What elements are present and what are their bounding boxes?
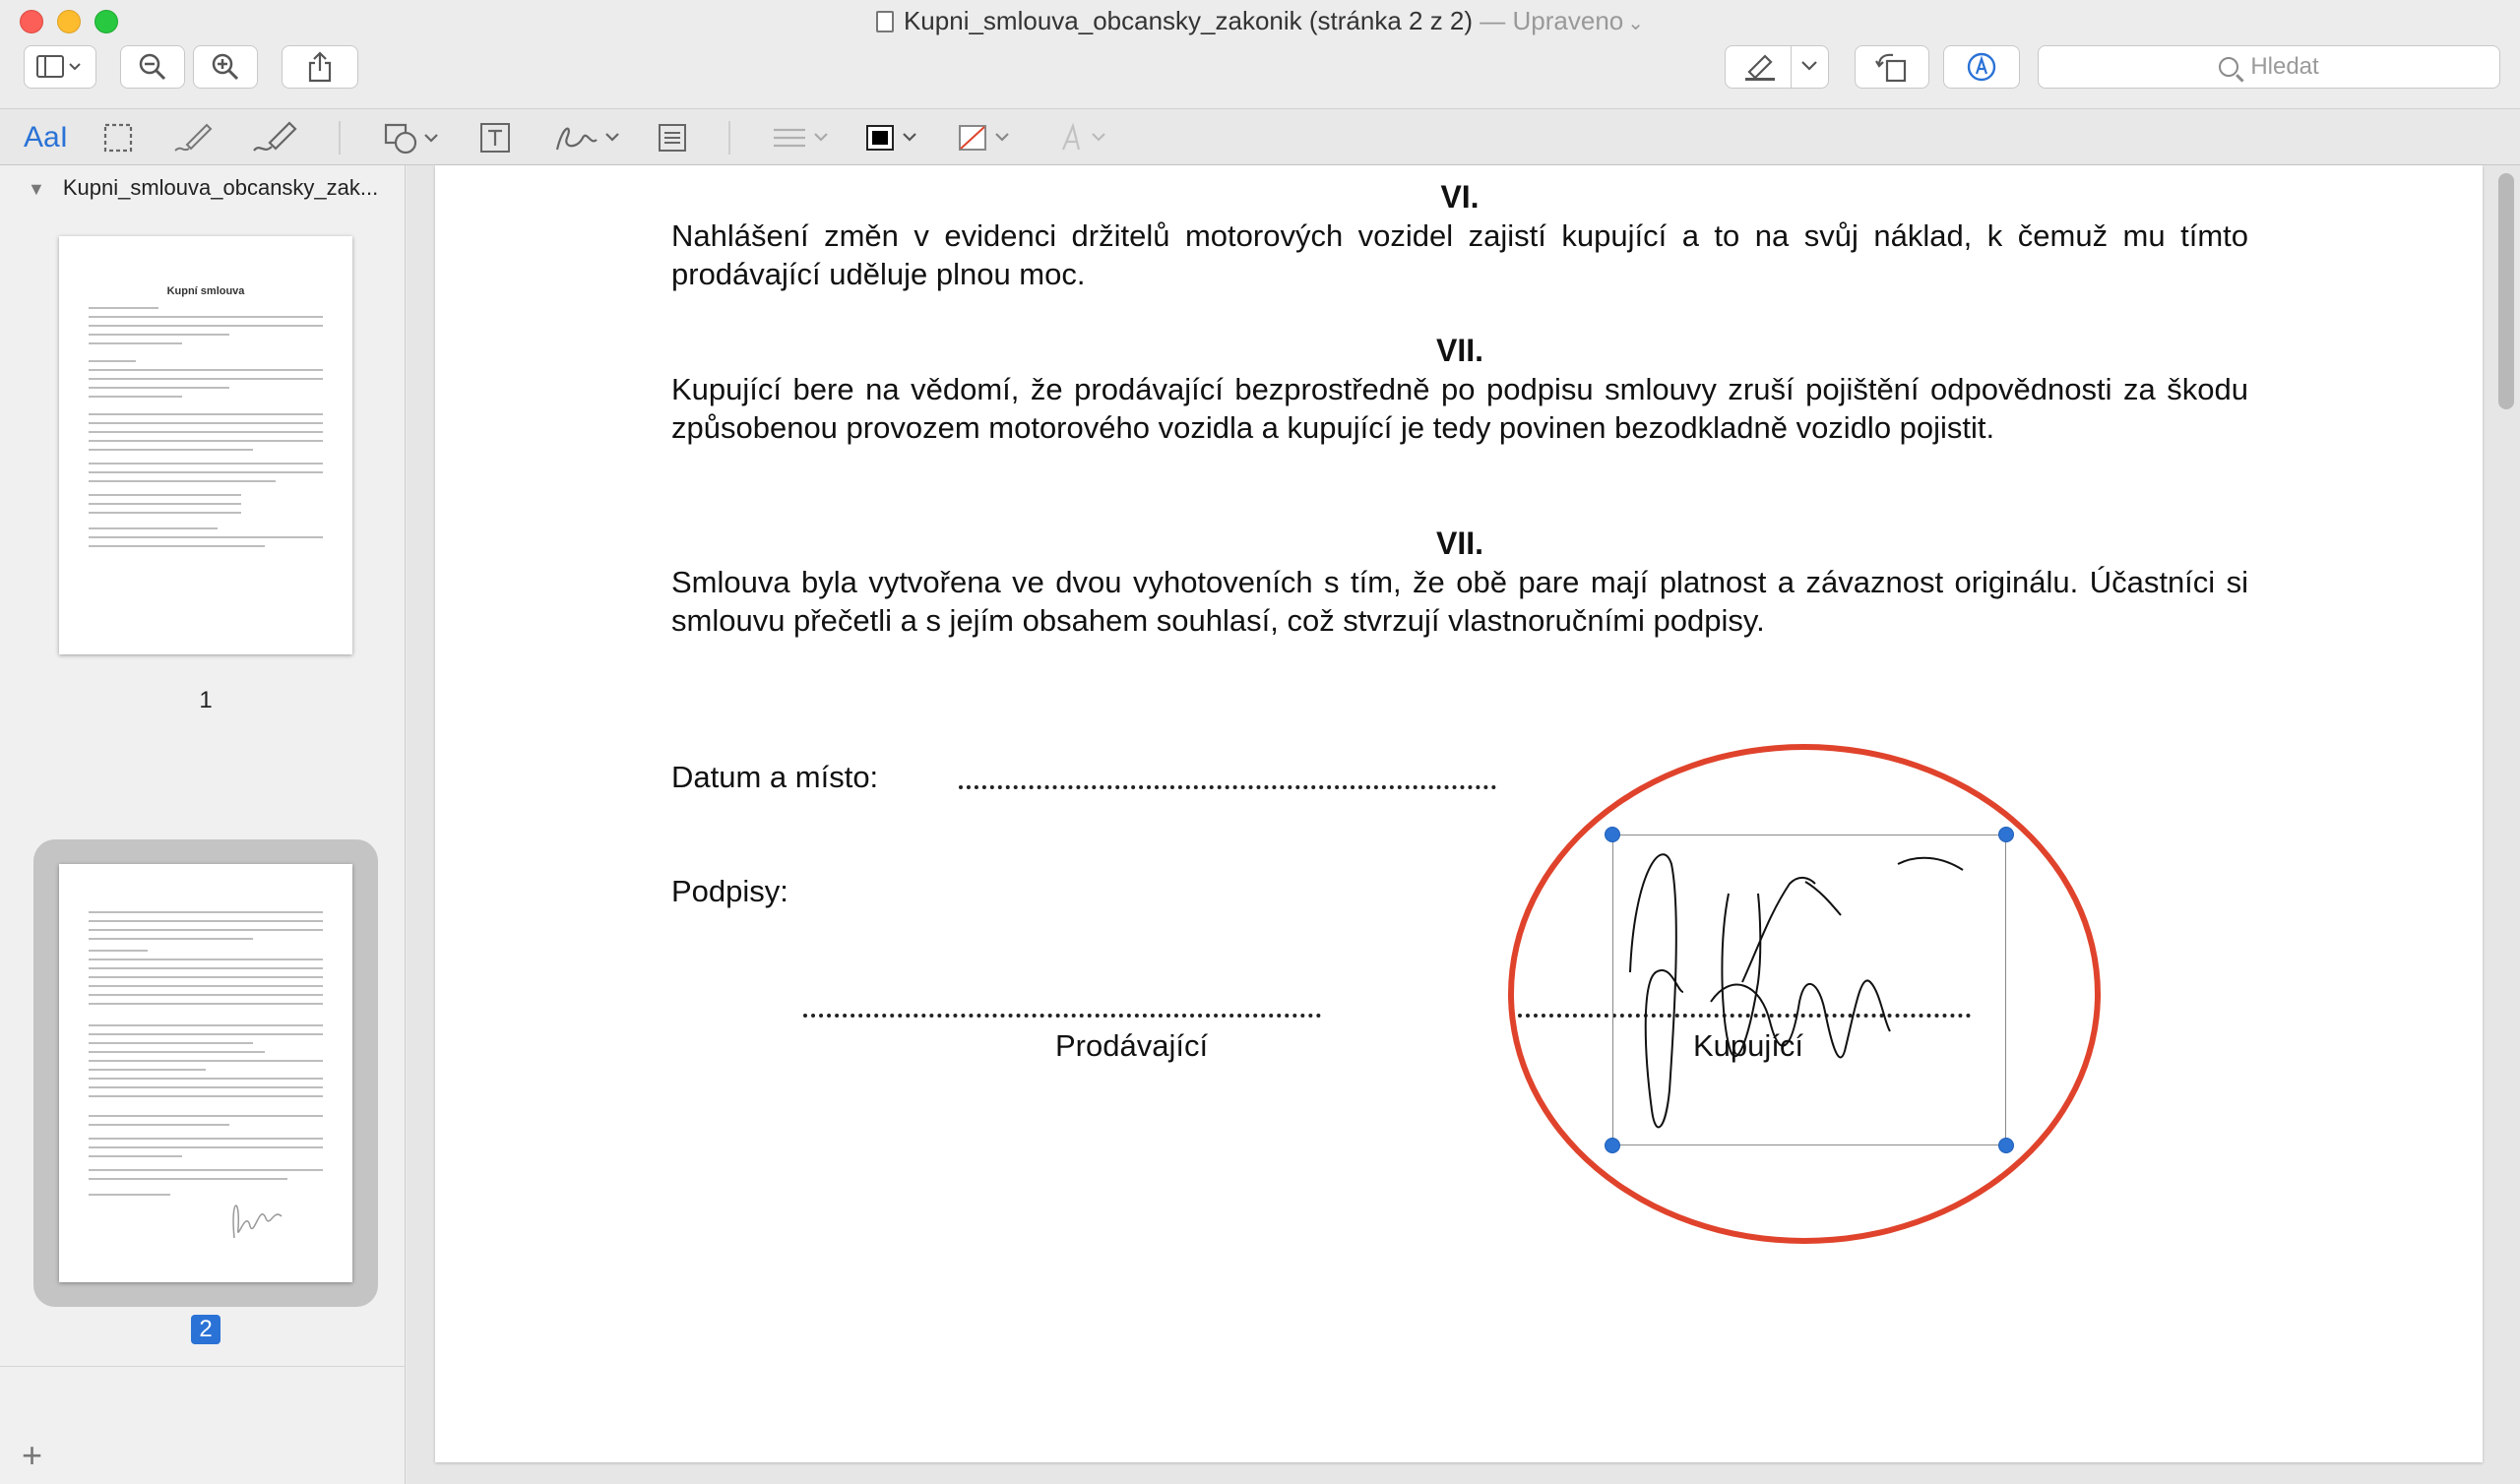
text-selection-tool[interactable] — [24, 119, 68, 156]
sidebar-icon — [36, 54, 84, 80]
window-title-text: Kupni_smlouva_obcansky_zakonik (stránka 2 z 2) — [903, 6, 1474, 35]
handwritten-signature[interactable] — [1612, 835, 2006, 1145]
page-thumbnail-2[interactable] — [59, 864, 352, 1282]
document-view[interactable] — [407, 165, 2520, 1484]
signatures-label: Podpisy: — [671, 874, 788, 908]
resize-handle-top-right[interactable] — [1998, 827, 2014, 842]
line-style-icon — [772, 122, 835, 154]
draw-pen-icon — [252, 121, 299, 155]
section-heading: VII. — [1435, 526, 1483, 561]
rotate-button[interactable] — [1855, 45, 1929, 89]
section-paragraph[interactable]: Smlouva byla vytvořena ve dvou vyhotoveních s tím, že obě pare mají platnost a závaznost originálu. Účastníci si smlouvu přečetli a s jejím obsahem souhlasí, což stvrzují vlastnoručními podpisy. — [671, 565, 2248, 638]
resize-handle-top-left[interactable] — [1605, 827, 1620, 842]
section-heading: VI. — [1440, 179, 1480, 215]
thumbnail-text-lines — [89, 307, 323, 554]
section-paragraph[interactable]: Kupující bere na vědomí, že prodávající bezprostředně po podpisu smlouvy zruší pojištění odpovědnosti za škodu způsobenou provozem motorového vozidla a kupující je tedy povinen bezodkladně vozidlo pojistit. — [671, 372, 2248, 445]
plus-icon: + — [22, 1435, 43, 1475]
fill-color-button[interactable] — [957, 119, 1020, 156]
shapes-tool[interactable] — [384, 119, 443, 156]
toolbar-divider — [339, 121, 341, 155]
date-place-label: Datum a místo: — [671, 760, 879, 794]
pdf-document-icon — [876, 11, 894, 32]
fill-color-icon — [957, 122, 1020, 154]
highlighter-pen-icon — [1743, 52, 1779, 82]
thumbnail-heading: Kupní smlouva — [166, 285, 245, 297]
disclosure-triangle-icon[interactable]: ▼ — [28, 179, 45, 199]
shapes-icon — [384, 121, 443, 155]
page-number-2-badge: 2 — [191, 1315, 220, 1344]
seller-signature-line — [803, 1014, 1321, 1018]
text-style-icon — [1057, 122, 1120, 154]
buyer-label: Kupující — [1693, 1028, 1804, 1063]
chevron-down-icon — [1800, 60, 1818, 72]
date-place-line — [959, 785, 1496, 789]
section-heading: VII. — [1435, 333, 1483, 368]
signature-tool[interactable] — [553, 119, 624, 156]
search-icon — [2219, 57, 2238, 77]
sidebar-divider — [0, 1366, 406, 1367]
toolbar-divider — [728, 121, 730, 155]
seller-label: Prodávající — [1055, 1028, 1209, 1063]
window-title[interactable] — [0, 6, 2520, 36]
main-toolbar — [0, 43, 2520, 108]
text-box-tool[interactable] — [478, 119, 512, 156]
search-field[interactable] — [2038, 45, 2500, 89]
page-thumbnail-1[interactable] — [59, 236, 352, 654]
thumbnail-signature-graphic — [226, 1189, 295, 1248]
vertical-scrollbar[interactable] — [2498, 173, 2514, 409]
zoom-out-icon — [138, 52, 167, 82]
note-icon — [658, 122, 687, 154]
zoom-in-icon — [211, 52, 240, 82]
text-style-button[interactable] — [1057, 119, 1120, 156]
highlight-button[interactable] — [1725, 45, 1829, 89]
text-selection-tool-label: AaI — [24, 121, 69, 154]
search-placeholder: Hledat — [2250, 53, 2319, 80]
sketch-pen-icon — [173, 121, 215, 155]
text-box-icon — [478, 121, 512, 155]
share-button[interactable] — [282, 45, 358, 89]
line-style-button[interactable] — [772, 119, 835, 156]
edited-status: — Upraveno — [1480, 6, 1624, 35]
resize-handle-bottom-left[interactable] — [1605, 1138, 1620, 1153]
sidebar-document-name: Kupni_smlouva_obcansky_zak... — [62, 175, 379, 200]
zoom-in-button[interactable] — [193, 45, 258, 89]
dashed-rectangle-icon — [102, 122, 134, 154]
page-number-1: 1 — [199, 687, 213, 713]
rectangular-selection-tool[interactable] — [102, 119, 134, 156]
border-color-button[interactable] — [864, 119, 927, 156]
page-number-2 — [59, 1315, 352, 1344]
markup-toolbar-button[interactable] — [1943, 45, 2020, 89]
thumbnail-sidebar — [0, 165, 406, 1484]
signature-icon — [553, 120, 624, 155]
pdf-page[interactable] — [435, 165, 2483, 1462]
chevron-down-icon: ⌄ — [1627, 13, 1645, 34]
markup-toolbar — [0, 108, 2520, 165]
draw-tool[interactable] — [252, 119, 299, 156]
sidebar-view-button[interactable] — [24, 45, 96, 89]
rotate-left-icon — [1875, 51, 1909, 83]
sidebar-document-header[interactable] — [28, 175, 378, 201]
section-paragraph[interactable]: Nahlášení změn v evidenci držitelů motorových vozidel zajistí kupující a to na svůj náklad, k čemuž mu tímto prodávající uděluje plnou moc. — [671, 218, 2248, 291]
note-tool[interactable] — [658, 119, 687, 156]
title-bar — [0, 0, 2520, 43]
share-icon — [306, 51, 334, 83]
border-color-icon — [864, 122, 927, 154]
sketch-tool[interactable] — [173, 119, 215, 156]
thumbnail-text-lines — [89, 911, 323, 1203]
zoom-out-button[interactable] — [120, 45, 185, 89]
resize-handle-bottom-right[interactable] — [1998, 1138, 2014, 1153]
markup-pen-circle-icon — [1966, 51, 1997, 83]
add-page-button[interactable] — [22, 1435, 42, 1476]
